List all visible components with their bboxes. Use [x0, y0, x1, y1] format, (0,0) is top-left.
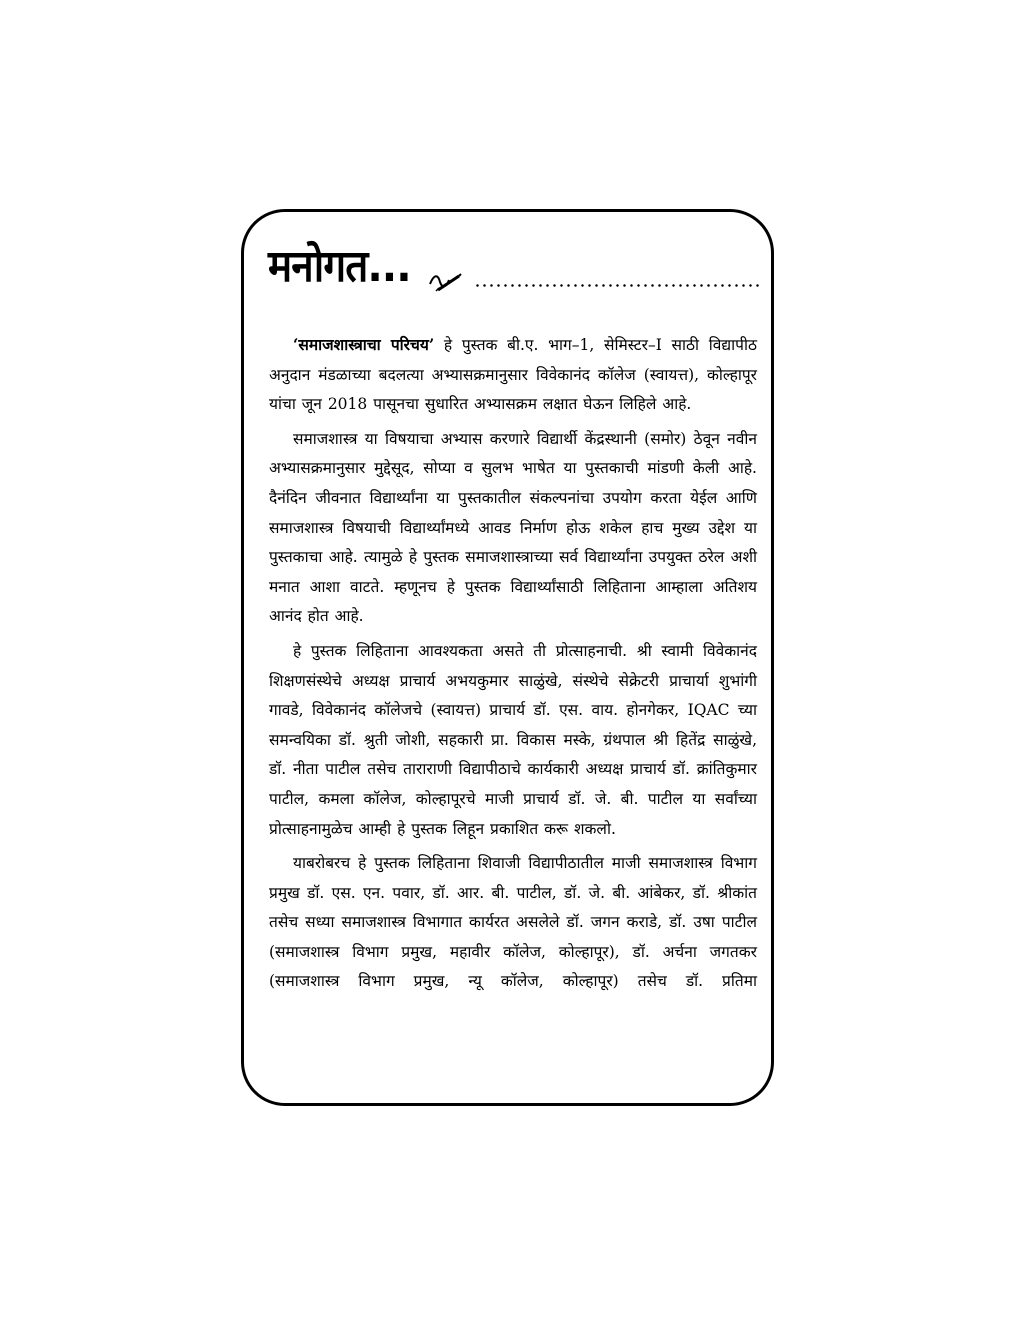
preface-body — [269, 330, 757, 997]
intro-paragraph — [269, 330, 757, 420]
heading-row — [268, 238, 760, 300]
dotted-leader-line — [474, 284, 760, 287]
paragraph-objective: समाजशास्त्र या विषयाचा अभ्यास करणारे विद्यार्थी केंद्रस्थानी (समोर) ठेवून नवीन अभ्यासक्रमानुसार मुद्देसूद, सोप्या व सुलभ भाषेत या पुस्तकाची मांडणी केली आहे. दैनंदिन जीवनात विद्यार्थ्यांना या पुस्तकातील संकल्पनांचा उपयोग करता येईल आणि समाजशास्त्र विषयाची विद्यार्थ्यांमध्ये आवड निर्माण होऊ शकेल हाच मुख्य उद्देश या पुस्तकाचा आहे. त्यामुळे हे पुस्तक समाजशास्त्राच्या सर्व विद्यार्थ्यांना उपयुक्त ठरेल अशी मनात आशा वाटते. म्हणूनच हे पुस्तक विद्यार्थ्यांसाठी लिहिताना आम्हाला अतिशय आनंद होत आहे. — [269, 429, 757, 626]
intro-text: हे पुस्तक बी.ए. भाग–1, सेमिस्टर–I साठी विद्यापीठ अनुदान मंडळाच्या बदलत्या अभ्यासक्रमानुसार विवेकानंद कॉलेज (स्वायत्त), कोल्हापूर यांचा जून 2018 पासूनचा सुधारित अभ्यासक्रम लक्षात घेऊन लिहिले आहे. — [269, 336, 757, 414]
paragraph-acknowledgements: हे पुस्तक लिहिताना आवश्यकता असते ती प्रोत्साहनाची. श्री स्वामी विवेकानंद शिक्षणसंस्थेचे अध्यक्ष प्राचार्य अभयकुमार साळुंखे, संस्थेचे सेक्रेटरी प्राचार्या शुभांगी गावडे, विवेकानंद कॉलेजचे (स्वायत्त) प्राचार्य डॉ. एस. वाय. होनगेकर, IQAC च्या समन्वयिका डॉ. श्रुती जोशी, सहकारी प्रा. विकास मस्के, ग्रंथपाल श्री हितेंद्र साळुंखे, डॉ. नीता पाटील तसेच ताराराणी विद्यापीठाचे कार्यकारी अध्यक्ष प्राचार्य डॉ. क्रांतिकुमार पाटील, कमला कॉलेज, कोल्हापूरचे माजी प्राचार्य डॉ. जे. बी. पाटील या सर्वांच्या प्रोत्साहनामुळेच आम्ही हे पुस्तक लिहून प्रकाशित करू शकलो. — [269, 641, 757, 838]
pen-writing-icon — [428, 270, 462, 292]
book-title: ‘समाजशास्त्राचा परिचय’ — [293, 335, 435, 354]
paragraph-guidance: याबरोबरच हे पुस्तक लिहिताना शिवाजी विद्यापीठातील माजी समाजशास्त्र विभाग प्रमुख डॉ. एस. एन. पवार, डॉ. आर. बी. पाटील, डॉ. जे. बी. आंबेकर, डॉ. श्रीकांत तसेच सध्या समाजशास्त्र विभागात कार्यरत असलेले डॉ. जगन कराडे, डॉ. उषा पाटील (समाजशास्त्र विभाग प्रमुख, महावीर कॉलेज, कोल्हापूर), डॉ. अर्चना जगतकर (समाजशास्त्र विभाग प्रमुख, न्यू कॉलेज, कोल्हापूर) तसेच डॉ. प्रतिमा — [269, 854, 757, 991]
page-heading: मनोगत... — [268, 241, 411, 292]
